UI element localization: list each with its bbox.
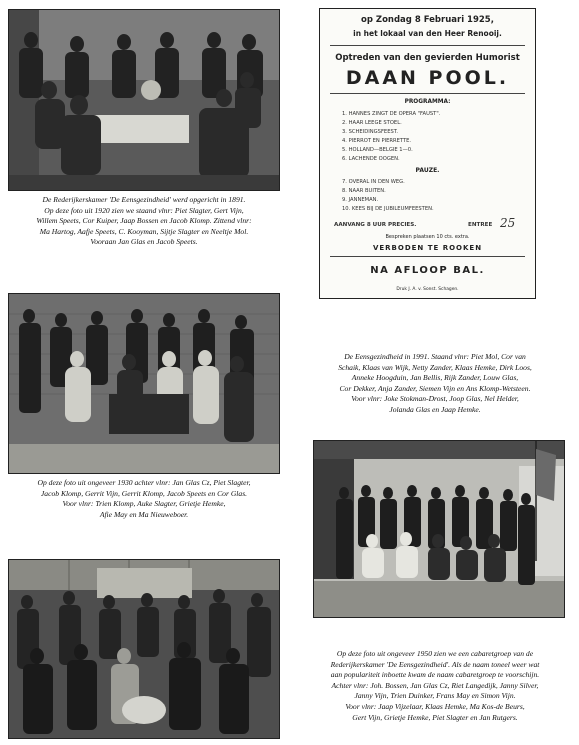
- reservation-note: Bespreken plaatsen 10 cts. extra.: [385, 234, 470, 240]
- caption-line: Rederijkerskamer 'De Eensgezindheid'. Als de naam toneel weer wat: [330, 659, 540, 669]
- caption-1930: [4, 478, 284, 520]
- entree-price: 25: [500, 216, 516, 230]
- programma-item: 7. OVERAL IN DEN WEG.: [342, 179, 405, 185]
- caption-line: De Eensgezindheid in 1991. Staand vlnr: Piet Mol, Cor van: [344, 352, 526, 361]
- poster-performer: DAAN POOL.: [345, 67, 510, 89]
- divider: [330, 93, 525, 94]
- photo-1950-cabaret: [8, 559, 280, 739]
- caption-line: Voor vlnr: Trien Klomp, Auke Slagter, Grietje Hemke,: [62, 499, 226, 509]
- ball-notice: NA AFLOOP BAL.: [370, 265, 485, 276]
- caption-line: Gert Vijn, Grietje Hemke, Piet Slagter en Jan Rutgers.: [352, 712, 518, 722]
- divider: [330, 256, 525, 257]
- photo-1920-group: [8, 9, 280, 191]
- caption-line: Voor vlnr: Joke Stokman-Drost, Joop Glas, Nel Helder,: [351, 394, 519, 404]
- caption-line: Willem Speets, Cor Kuiper, Jaap Bossen en Jacob Klomp. Zittend vlnr:: [36, 216, 252, 226]
- poster-headline: Optreden van den gevierden Humorist: [335, 53, 520, 63]
- caption-1991: [300, 352, 570, 416]
- programma-item: 4. PIERROT EN PIERRETTE.: [342, 138, 412, 144]
- programma-item: 1. HANNES ZINGT DE OPERA "FAUST".: [342, 111, 441, 117]
- caption-line: Op deze foto uit 1920 zien we staand vlnr: Piet Slagter, Gert Vijn,: [44, 205, 244, 215]
- programma-item: 5. HOLLAND—BELGIE 1—0.: [342, 147, 413, 153]
- caption-line: De Rederijkerskamer 'De Eensgezindheid' werd opgericht in 1891.: [42, 195, 246, 204]
- divider: [330, 45, 525, 46]
- caption-line: Voor vlnr: Jaap Vijzelaar, Klaas Hemke, Ma Kos-de Beurs,: [345, 701, 525, 711]
- programma-item: 6. LACHENDE OOGEN.: [342, 156, 400, 162]
- programma-title: PROGRAMMA:: [404, 99, 451, 105]
- caption-line: aan populariteit inboette kwam de naam cabaretgroep te voorschijn.: [330, 670, 540, 680]
- programma-item: 8. NAAR BUITEN.: [342, 188, 386, 194]
- caption-line: Achter vlnr: Joh. Bossen, Jan Glas Cz, Riet Langedijk, Janny Silver,: [331, 680, 539, 690]
- caption-line: Jolanda Glas en Jaap Hemke.: [389, 404, 481, 414]
- programma-item: 3. SCHEIDINGSFEEST.: [342, 129, 398, 135]
- poster-venue: in het lokaal van den Heer Renooij.: [353, 29, 502, 38]
- poster-1925: [319, 8, 536, 299]
- caption-line: Op deze foto uit ongeveer 1950 zien we een cabaretgroep van de: [336, 649, 534, 658]
- caption-line: Afie May en Ma Nieuweboer.: [99, 509, 189, 519]
- programma-item: 2. HAAR LEEGE STOEL.: [342, 120, 402, 126]
- caption-line: Schaik, Klaas van Wijk, Netty Zander, Klaas Hemke, Dirk Loos,: [338, 362, 532, 372]
- caption-1920: [4, 195, 284, 248]
- start-time: AANVANG 8 UUR PRECIES.: [334, 222, 417, 228]
- caption-line: Janny Vijn, Trien Duinker, Frans May en Simon Vijn.: [354, 691, 516, 701]
- caption-line: Op deze foto uit ongeveer 1930 achter vlnr: Jan Glas Cz, Piet Slagter,: [37, 478, 251, 487]
- caption-line: Ma Hartog, Aafje Speets, C. Kooyman, Sijtje Slagter en Neeltje Mol.: [39, 226, 249, 236]
- photo-1991-group: [313, 440, 565, 618]
- caption-line: Anneke Hoogduin, Jan Bellis, Rijk Zander, Louw Glas,: [351, 373, 519, 383]
- caption-line: Jacob Klomp, Gerrit Vijn, Gerrit Klomp, Jacob Speets en Cor Glas.: [40, 488, 248, 498]
- caption-line: Cor Dekker, Anja Zander, Siemen Vijn en Ans Klomp-Wetsteen.: [339, 383, 531, 393]
- poster-date: op Zondag 8 Februari 1925,: [361, 15, 494, 25]
- caption-line: Vooraan Jan Glas en Jacob Speets.: [90, 237, 198, 247]
- photo-1930-group: [8, 293, 280, 474]
- pauze-label: PAUZE.: [415, 167, 440, 174]
- printer-credit: Druk J. A. v. Sonst. Schagen.: [396, 287, 459, 292]
- no-smoking: VERBODEN TE ROOKEN: [372, 244, 483, 252]
- programma-item: 9. JANNEMAN.: [342, 197, 379, 203]
- entree-label: ENTREE: [468, 222, 493, 228]
- caption-1950: [300, 649, 570, 723]
- programma-item: 10. KEES BIJ DE JUBILEUMFEESTEN.: [342, 206, 434, 212]
